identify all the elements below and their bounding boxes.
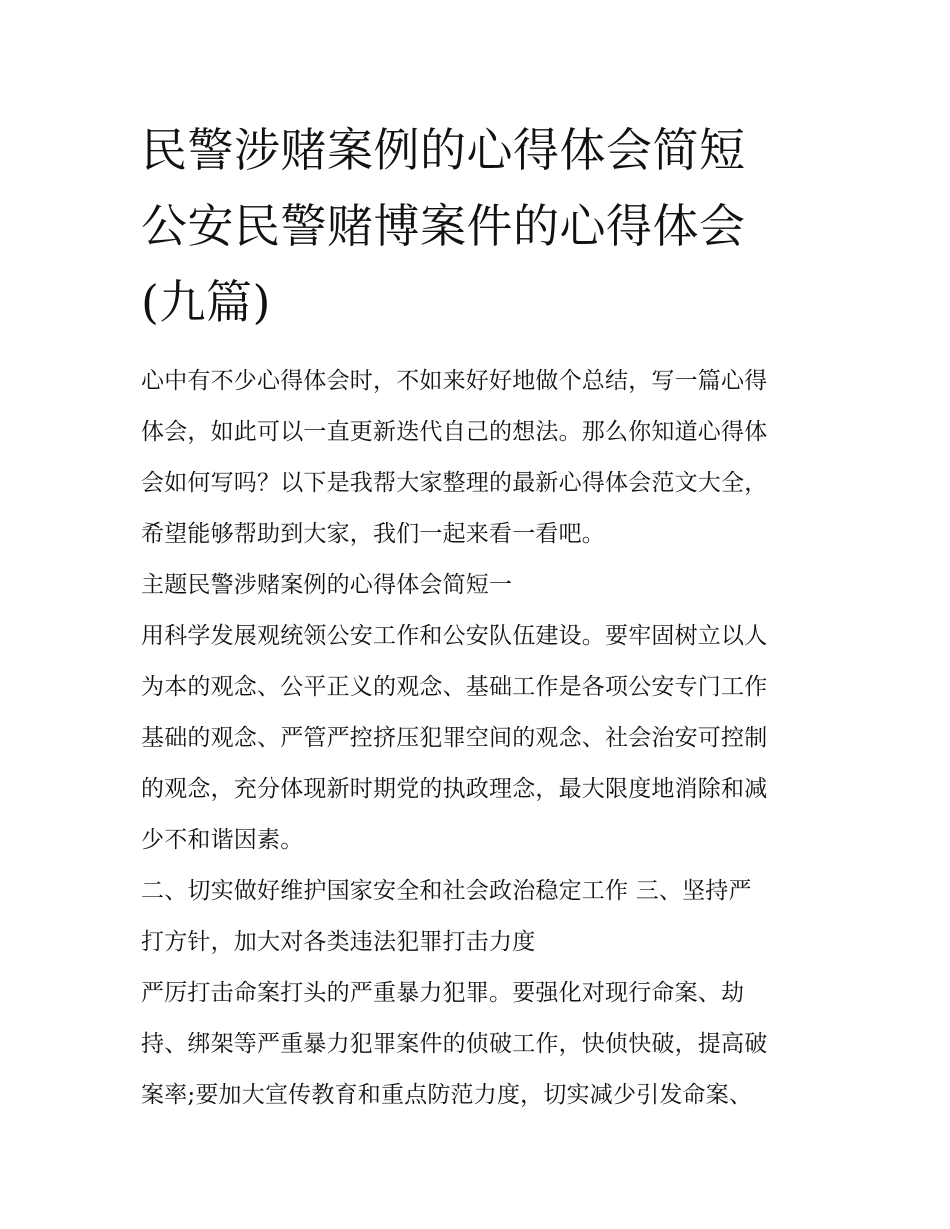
body-line: 为本的观念、公平正义的观念、基础工作是各项公安专门工作	[141, 674, 768, 700]
body-line: 案率;要加大宣传教育和重点防范力度，切实减少引发命案、	[141, 1082, 753, 1108]
body-line: 的观念，充分体现新时期党的执政理念，最大限度地消除和减	[141, 776, 768, 802]
section-heading: 主题民警涉赌案例的心得体会简短一	[141, 572, 513, 598]
body-line: 二、切实做好维护国家安全和社会政治稳定工作 三、坚持严	[141, 878, 752, 904]
title-line: (九篇)	[141, 275, 271, 329]
body-line: 少不和谐因素。	[141, 827, 304, 853]
body-line: 打方针，加大对各类违法犯罪打击力度	[141, 929, 536, 955]
document-body	[141, 356, 821, 1121]
body-line: 体会，如此可以一直更新迭代自己的想法。那么你知道心得体	[141, 419, 768, 445]
body-line: 心中有不少心得体会时，不如来好好地做个总结，写一篇心得	[141, 368, 768, 394]
document-title	[141, 112, 831, 340]
body-line: 严厉打击命案打头的严重暴力犯罪。要强化对现行命案、劫	[141, 980, 745, 1006]
body-line: 会如何写吗？以下是我帮大家整理的最新心得体会范文大全，	[141, 470, 768, 496]
title-line: 民警涉赌案例的心得体会简短	[141, 123, 746, 177]
body-line: 持、绑架等严重暴力犯罪案件的侦破工作，快侦快破，提高破	[141, 1031, 768, 1057]
title-line: 公安民警赌博案件的心得体会	[141, 199, 746, 253]
body-line: 基础的观念、严管严控挤压犯罪空间的观念、社会治安可控制	[141, 725, 768, 751]
body-line: 用科学发展观统领公安工作和公安队伍建设。要牢固树立以人	[141, 623, 768, 649]
body-line: 希望能够帮助到大家，我们一起来看一看吧。	[141, 521, 605, 547]
